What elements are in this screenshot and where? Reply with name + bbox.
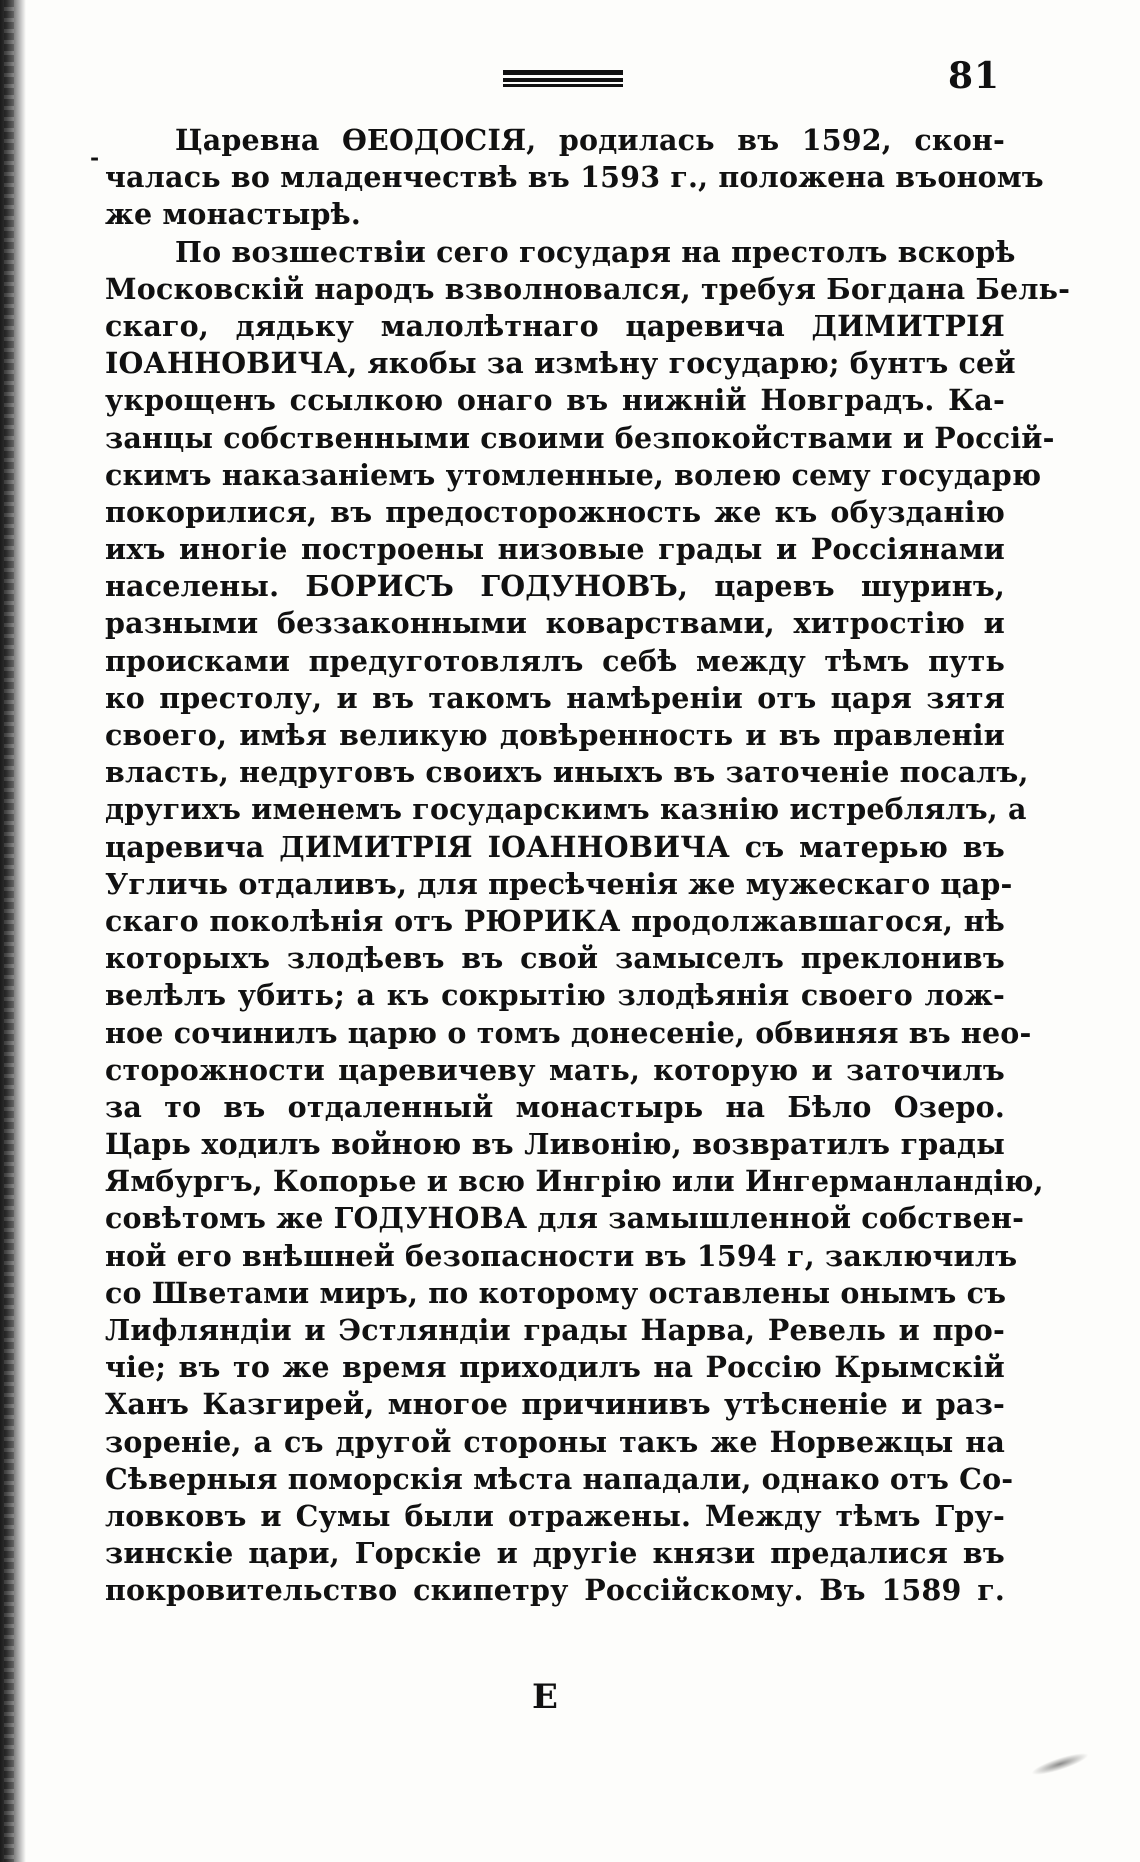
text-line: царевича ДИМИТРІЯ ІОАННОВИЧА съ матерью въ bbox=[105, 829, 1005, 864]
text-line: власть, недруговъ своихъ иныхъ въ заточеніе посалъ, bbox=[105, 755, 1029, 790]
text-line: ІОАННОВИЧА, якобы за измѣну государю; бунтъ сей bbox=[105, 346, 1016, 381]
text-line: же монастырѣ. bbox=[105, 197, 361, 232]
text-line: сторожности царевичеву мать, которую и заточилъ bbox=[105, 1052, 1005, 1087]
text-line: ное сочинилъ царю о томъ донесеніе, обвиняя въ нео- bbox=[105, 1015, 1032, 1050]
signature-mark: Е bbox=[532, 1677, 558, 1717]
text-line: ловковъ и Сумы были отражены. Между тѣмъ Гру- bbox=[105, 1498, 1005, 1533]
text-line: Лифляндіи и Эстляндіи грады Нарва, Ревель и про- bbox=[105, 1313, 1005, 1347]
ink-smudge bbox=[1030, 1749, 1091, 1779]
text-line: покорилися, въ предосторожность же къ обузданію bbox=[105, 494, 1005, 529]
text-line: чіе; въ то же время приходилъ на Россію Крымскій bbox=[105, 1350, 1005, 1385]
text-line: скаго, дядьку малолѣтнаго царевича ДИМИТРІЯ bbox=[105, 308, 1005, 343]
text-line: зореніе, а съ другой стороны такъ же Норвежцы на bbox=[105, 1424, 1005, 1459]
text-line: за то въ отдаленный монастырь на Бѣло Озеро. bbox=[105, 1089, 1005, 1124]
binding-speckle bbox=[4, 0, 14, 1862]
text-line: разными беззаконными коварствами, хитростію и bbox=[105, 606, 1005, 641]
text-line: ихъ иногіе построены низовые грады и Россіянами bbox=[105, 532, 1005, 567]
text-line: Угличь отдаливъ, для пресѣченія же мужескаго цар- bbox=[105, 866, 1013, 901]
text-line: ной его внѣшней безопасности въ 1594 г, заключилъ bbox=[105, 1238, 1018, 1273]
text-line: Ханъ Казгирей, многое причинивъ утѣсненіе и раз- bbox=[105, 1387, 1005, 1422]
text-line: Царевна ѲЕОДОСІЯ, родилась въ 1592, скон- bbox=[175, 123, 1005, 157]
margin-mark: - bbox=[90, 145, 100, 171]
text-line: По возшествіи сего государя на престолъ вскорѣ bbox=[175, 234, 1016, 269]
text-line: совѣтомъ же ГОДУНОВА для замышленной собствен- bbox=[105, 1201, 1025, 1236]
text-line: велѣлъ убить; а къ сокрытію злодѣянія своего лож- bbox=[105, 978, 1005, 1013]
text-line: со Шветами миръ, по которому оставлены онымъ съ bbox=[105, 1275, 1007, 1310]
text-line: скимъ наказаніемъ утомленные, волею сему государю bbox=[105, 457, 1042, 492]
text-line: зинскіе цари, Горскіе и другіе князи предалися въ bbox=[105, 1536, 1005, 1571]
text-line: Московскій народъ взволновался, требуя Богдана Бель- bbox=[105, 271, 1071, 306]
text-line: населены. БОРИСЪ ГОДУНОВЪ, царевъ шуринъ, bbox=[105, 569, 1005, 604]
text-line: Царь ходилъ войною въ Ливонію, возвратилъ грады bbox=[105, 1127, 1005, 1162]
page-number: 81 bbox=[948, 55, 1001, 97]
text-line: покровительство скипетру Россійскому. Въ 1589 г. bbox=[105, 1573, 1005, 1608]
text-line: укрощенъ ссылкою онаго въ нижній Новградъ. Ка- bbox=[105, 383, 1005, 418]
text-line: ко престолу, и въ такомъ намѣреніи отъ царя зятя bbox=[105, 680, 1005, 715]
text-line: чалась во младенчествѣ въ 1593 г., положена въономъ bbox=[105, 160, 1044, 195]
header-ornament-rule bbox=[503, 70, 623, 88]
text-line: которыхъ злодѣевъ въ свой замыселъ преклонивъ bbox=[105, 941, 1005, 976]
text-line: Ямбургъ, Копорье и всю Ингрію или Ингерманландію, bbox=[105, 1164, 1044, 1199]
text-line: другихъ именемъ государскимъ казнію истреблялъ, а bbox=[105, 792, 1027, 827]
text-line: скаго поколѣнія отъ РЮРИКА продолжавшагося, нѣ bbox=[105, 903, 1005, 938]
text-line: Сѣверныя поморскія мѣста нападали, однако отъ Со- bbox=[105, 1461, 1014, 1496]
text-line: происками предуготовлялъ себѣ между тѣмъ путь bbox=[105, 643, 1005, 678]
body-text bbox=[105, 122, 1071, 1610]
text-line: своего, имѣя великую довѣренность и въ правленіи bbox=[105, 718, 1005, 752]
text-line: занцы собственными своими безпокойствами и Россій- bbox=[105, 420, 1055, 455]
